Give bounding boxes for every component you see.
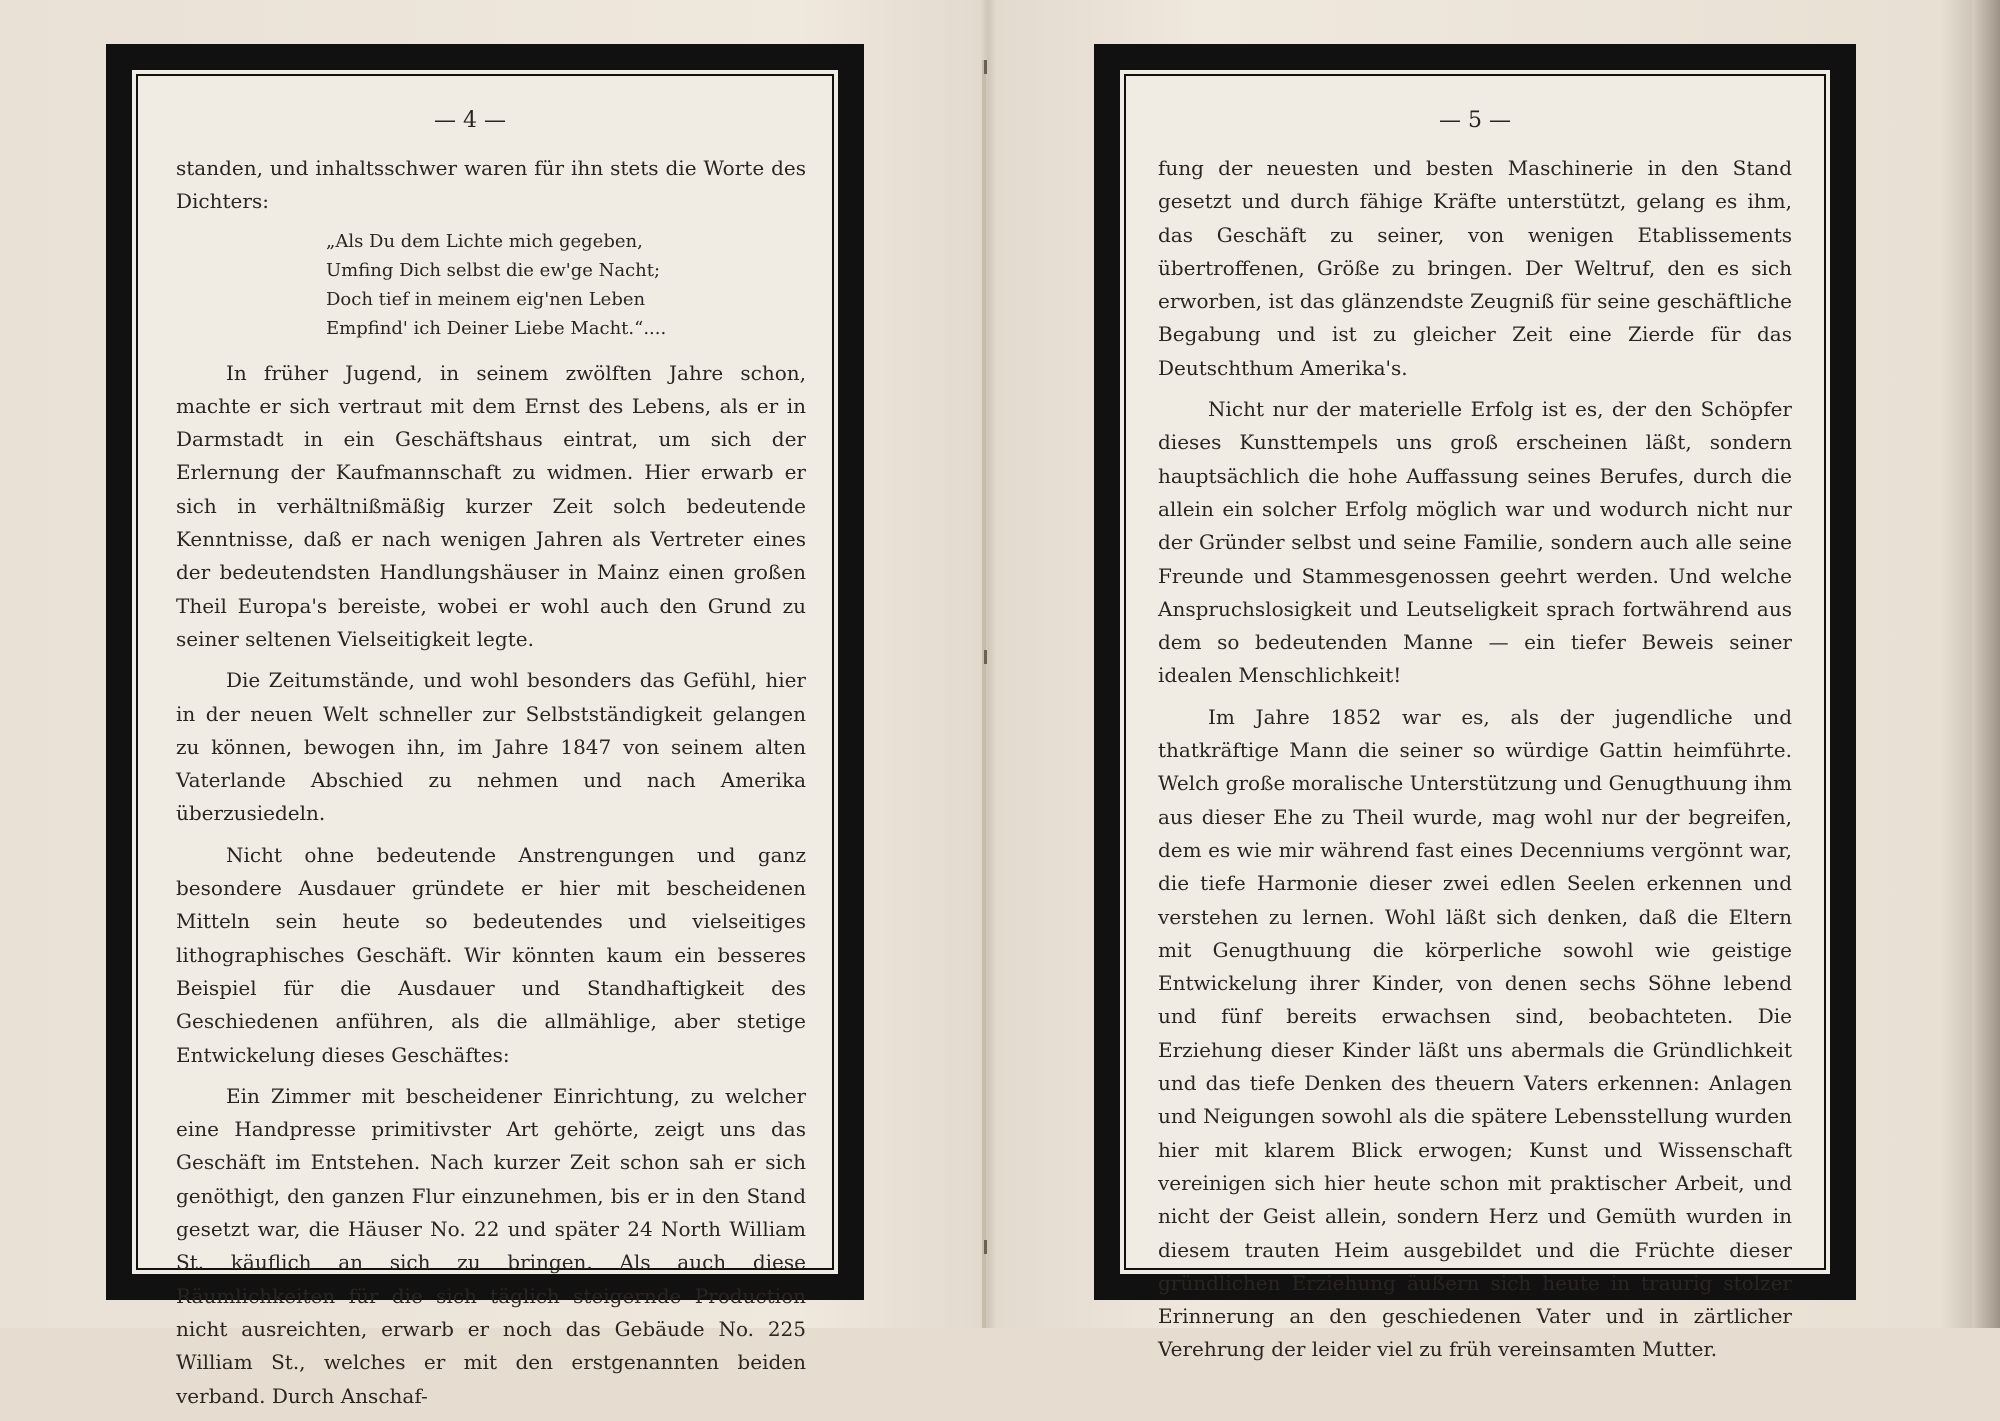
poem-line: Doch tief in meinem eig'nen Leben bbox=[326, 288, 646, 310]
binding-stitch bbox=[984, 1240, 987, 1254]
right-page-text bbox=[1158, 152, 1792, 1375]
left-page-number: — 4 — bbox=[434, 108, 506, 133]
poem-line: Umfing Dich selbst die ew'ge Nacht; bbox=[326, 259, 661, 281]
paragraph: Im Jahre 1852 war es, als der jugendliche und thatkräftige Mann die seiner so würdige Gattin heimführte. Welch große moralische Unterstützung und Genugthuung ihm aus dieser Ehe zu Theil wurde, mag wohl nur der begreifen, dem es wie mir während fast eines Decenniums vergönnt war, die tiefe Harmonie dieser zwei edlen Seelen erkennen und verstehen zu lernen. Wohl läßt sich denken, daß die Eltern mit Genugthuung die körperliche sowohl wie geistige Entwickelung ihrer Kinder, von denen sechs Söhne lebend und fünf bereits erwachsen sind, beobachteten. Die Erziehung dieser Kinder läßt uns abermals die Gründlichkeit und das tiefe Denken des theuern Vaters erkennen: Anlagen und Neigungen sowohl als die spätere Lebensstellung wurden hier mit klarem Blick erwogen; Kunst und Wissenschaft vereinigen sich hier heute schon mit praktischer Arbeit, und nicht der Geist allein, sondern Herz und Gemüth wurden in diesem trauten Heim ausgebildet und die Früchte dieser gründlichen Erziehung äußern sich heute in traurig stolzer Erinnerung an den geschiedenen Vater und in zärtlicher Verehrung der leider viel zu früh vereinsamten Mutter. bbox=[1158, 704, 1792, 1362]
poem-quote bbox=[326, 227, 806, 343]
poem-line: „Als Du dem Lichte mich gegeben, bbox=[326, 230, 643, 252]
binding-stitch bbox=[984, 60, 987, 74]
poem-line: Empfind' ich Deiner Liebe Macht.“.... bbox=[326, 317, 667, 339]
paragraph: In früher Jugend, in seinem zwölften Jahre schon, machte er sich vertraut mit dem Ernst des Lebens, als er in Darmstadt in ein Geschäftshaus eintrat, um sich der Erlernung der Kaufmannschaft zu widmen. Hier erwarb er sich in verhältnißmäßig kurzer Zeit solch bedeutende Kenntnisse, daß er nach wenigen Jahren als Vertreter eines der bedeutendsten Handlungshäuser in Mainz einen großen Theil Europa's bereiste, wobei er wohl auch den Grund zu seiner seltenen Vielseitigkeit legte. bbox=[176, 360, 806, 651]
paragraph: Nicht nur der materielle Erfolg ist es, der den Schöpfer dieses Kunsttempels uns groß erscheinen läßt, sondern hauptsächlich die hohe Auffassung seines Berufes, durch die allein ein solcher Erfolg möglich war und wodurch nicht nur der Gründer selbst und seine Familie, sondern auch alle seine Freunde und Stammesgenossen geehrt werden. Und welche Anspruchslosigkeit und Leutseligkeit sprach fortwährend aus dem so bedeutenden Manne — ein tiefer Beweis seiner idealen Menschlichkeit! bbox=[1158, 397, 1792, 688]
page-edge bbox=[1972, 0, 2000, 1328]
right-page-number: — 5 — bbox=[1439, 108, 1511, 133]
paragraph: Nicht ohne bedeutende Anstrengungen und ganz besondere Ausdauer gründete er hier mit bescheidenen Mitteln sein heute so bedeutendes und vielseitiges lithographisches Geschäft. Wir könnten kaum ein besseres Beispiel für die Ausdauer und Standhaftigkeit des Geschiedenen anführen, als die allmählige, aber stetige Entwickelung dieses Geschäftes: bbox=[176, 842, 806, 1067]
paragraph: Die Zeitumstände, und wohl besonders das Gefühl, hier in der neuen Welt schneller zur Selbstständigkeit gelangen zu können, bewogen ihn, im Jahre 1847 von seinem alten Vaterlande Abschied zu nehmen und nach Amerika überzusiedeln. bbox=[176, 668, 806, 826]
paragraph: Ein Zimmer mit bescheidener Einrichtung, zu welcher eine Handpresse primitivster Art gehörte, zeigt uns das Geschäft im Entstehen. Nach kurzer Zeit schon sah er sich genöthigt, den ganzen Flur einzunehmen, bis er in den Stand gesetzt war, die Häuser No. 22 und später 24 North William St. käuflich an sich zu bringen. Als auch diese Räumlichkeiten für die sich täglich steigernde Production nicht ausreichten, erwarb er noch das Gebäude No. 225 William St., welches er mit den erstgenannten beiden verband. Durch Anschaf- bbox=[176, 1083, 806, 1408]
left-page-panel bbox=[130, 68, 840, 1408]
left-opening-paragraph: standen, und inhaltsschwer waren für ihn stets die Worte des Dichters: bbox=[176, 156, 806, 214]
right-page-panel bbox=[1118, 68, 1832, 1362]
right-opening-paragraph: fung der neuesten und besten Maschinerie in den Stand gesetzt und durch fähige Kräfte unterstützt, gelang es ihm, das Geschäft zu seiner, von wenigen Etablissements übertroffenen, Größe zu bringen. Der Weltruf, den es sich erworben, ist das glänzendste Zeugniß für seine geschäftliche Begabung und ist zu gleicher Zeit eine Zierde für das Deutschthum Amerika's. bbox=[1158, 156, 1792, 380]
left-page-text bbox=[176, 152, 806, 1421]
book-gutter bbox=[982, 60, 986, 1328]
binding-stitch bbox=[984, 650, 987, 664]
